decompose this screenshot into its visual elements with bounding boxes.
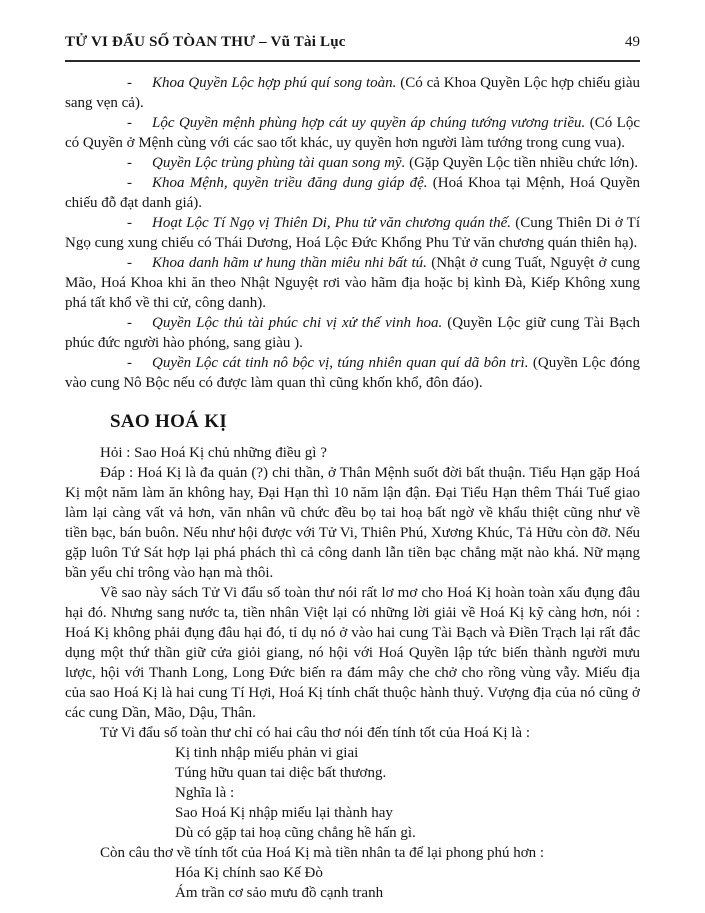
bullet-lead: Quyền Lộc trùng phùng tài quan song mỹ. xyxy=(152,155,406,171)
bullet-item xyxy=(65,153,640,173)
verse-line: Sao Hoá Kị nhập miếu lại thành hay xyxy=(175,805,393,821)
bullet-lead: Quyền Lộc cát tinh nô bộc vị, túng nhiên quan quí dã bôn trì. xyxy=(152,355,529,371)
bullet-lead: Khoa danh hãm ư hung thần miêu nhi bất tú. xyxy=(152,255,427,271)
bullet-item xyxy=(65,113,640,153)
bullet-dash: - xyxy=(127,155,132,171)
bullet-dash: - xyxy=(127,315,132,331)
bullet-gloss: (Cung Thiên Di ở Tí Ngọ cung xung chiếu có Thái Dương, Hoá Lộc Đức Khổng Phu Tử văn chương quán thiên hạ). xyxy=(65,215,640,251)
bullet-item xyxy=(65,353,640,393)
bullet-gloss: (Có Lộc có Quyền ở Mệnh cùng với các sao tốt khác, uy quyền hơn người làm tướng trong cung vua). xyxy=(65,115,640,151)
bullet-gloss: (Hoá Khoa tại Mệnh, Hoá Quyền chiếu đỗ đạt danh giá). xyxy=(65,175,640,211)
bullet-gloss: (Quyền Lộc giữ cung Tài Bạch phúc đức người hào phóng, sang giàu ). xyxy=(65,315,640,351)
bullet-item xyxy=(65,213,640,253)
bullet-item xyxy=(65,173,640,213)
bullet-lead: Khoa Mệnh, quyền triều đăng dung giáp đệ. xyxy=(152,175,428,191)
answer-paragraph: Đáp : Hoá Kị là đa quản (?) chi thần, ở Thân Mệnh suốt đời bất thuận. Tiểu Hạn gặp Hoá Kị một năm làm ăn không hay, Đại Hạn thì 10 năm lận đận. Đại Tiểu Hạn thêm Thái Tuế giao làm lại càng vất vả hơn, văn nhân vũ chức đều bọ tai hoạ bất ngờ về khẩu thiệt cũng như về tiền bạc, bán buôn. Nếu như hội được với Tử Vi, Thiên Phú, Xương Khúc, Tả Hữu còn đỡ. Nếu gặp luôn Tứ Sát hợp lại phá phách thì cả công danh lẫn tiền bạc chẳng mặt nào khá. Nữ mạng bần yểu chỉ trông vào hạn mà thôi. xyxy=(65,465,640,581)
page-content xyxy=(65,73,640,903)
page-number: 49 xyxy=(625,34,640,50)
verse-line: Nghĩa là : xyxy=(175,785,235,801)
bullet-gloss: (Nhật ở cung Tuất, Nguyệt ở cung Mão, Hoá Khoa khi ăn theo Nhật Nguyệt rơi vào hãm địa hoặc bị kình Đà, Kiếp Không xung phá tất khổ về thi cử, công danh). xyxy=(65,255,640,311)
header-rule xyxy=(65,60,640,62)
section-title: SAO HOÁ KỊ xyxy=(110,411,228,432)
bullet-gloss: (Quyền Lộc đóng vào cung Nô Bộc nếu có được làm quan thì cũng khốn khổ, đôn đáo). xyxy=(65,355,641,391)
bullet-dash: - xyxy=(127,215,132,231)
verse-line: Túng hữu quan tai diệc bất thương. xyxy=(175,765,387,781)
bullet-lead: Quyền Lộc thủ tài phúc chi vị xử thế vinh hoa. xyxy=(152,315,443,331)
bullet-lead: Hoạt Lộc Tí Ngọ vị Thiên Di, Phu tử văn chương quán thế. xyxy=(152,215,512,231)
verse-line: Kị tinh nhập miếu phản vi giai xyxy=(175,745,359,761)
verse-line: Ám trần cơ sảo mưu đồ cạnh tranh xyxy=(175,885,384,901)
bullet-lead: Lộc Quyền mệnh phùng hợp cát uy quyền áp chúng tướng vương triều. xyxy=(152,115,586,131)
bullet-lead: Khoa Quyền Lộc hợp phú quí song toàn. xyxy=(152,75,397,91)
bullet-item xyxy=(65,313,640,353)
commentary-paragraph: Về sao này sách Tử Vi đẩu số toàn thư nói rất lơ mơ cho Hoá Kị hoàn toàn xấu đụng đâu hại đó. Nhưng sang nước ta, tiền nhân Việt lại có những lời giải về Hoá Kị kỹ càng hơn, nói : Hoá Kị không phải đụng đâu hại đó, tỉ dụ nó ở vào hai cung Tài Bạch và Điền Trạch lại rất đắc dụng một thứ thần giữ cửa giỏi giang, nó hội với Hoá Quyền lập tức biến thành người mưu lược, hội với Thanh Long, Long Đức biến ra đám mây che chở cho rồng vùng vẫy. Miếu địa của sao Hoá Kị là hai cung Tí Hợi, Hoá Kị tính chất thuộc hành thuỷ. Vượng địa của nó cũng ở các cung Dần, Mão, Dậu, Thân. xyxy=(65,585,640,721)
running-title: TỬ VI ĐẨU SỐ TÒAN THƯ – Vũ Tài Lục xyxy=(65,34,346,50)
closing-intro-paragraph: Còn câu thơ về tính tốt của Hoá Kị mà tiền nhân ta để lại phong phú hơn : xyxy=(100,845,545,861)
bullet-dash: - xyxy=(127,75,132,91)
bullet-dash: - xyxy=(127,355,132,371)
bullet-dash: - xyxy=(127,255,132,271)
question-paragraph: Hỏi : Sao Hoá Kị chủ những điều gì ? xyxy=(100,445,327,461)
bullet-gloss: (Có cả Khoa Quyền Lộc hợp chiếu giàu sang vẹn cả). xyxy=(65,75,640,111)
page-header xyxy=(65,34,640,51)
bullet-item xyxy=(65,73,640,113)
verse-line: Dù có gặp tai hoạ cũng chẳng hề hấn gì. xyxy=(175,825,416,841)
bullet-dash: - xyxy=(127,115,132,131)
bullet-item xyxy=(65,253,640,313)
verse-intro-paragraph: Tử Vi đẩu số toàn thư chỉ có hai câu thơ nói đến tính tốt của Hoá Kị là : xyxy=(100,725,531,741)
bullet-dash: - xyxy=(127,175,132,191)
bullet-gloss: (Gặp Quyền Lộc tiền nhiều chức lớn). xyxy=(409,155,638,171)
verse-line: Hóa Kị chính sao Kế Đò xyxy=(175,865,323,881)
